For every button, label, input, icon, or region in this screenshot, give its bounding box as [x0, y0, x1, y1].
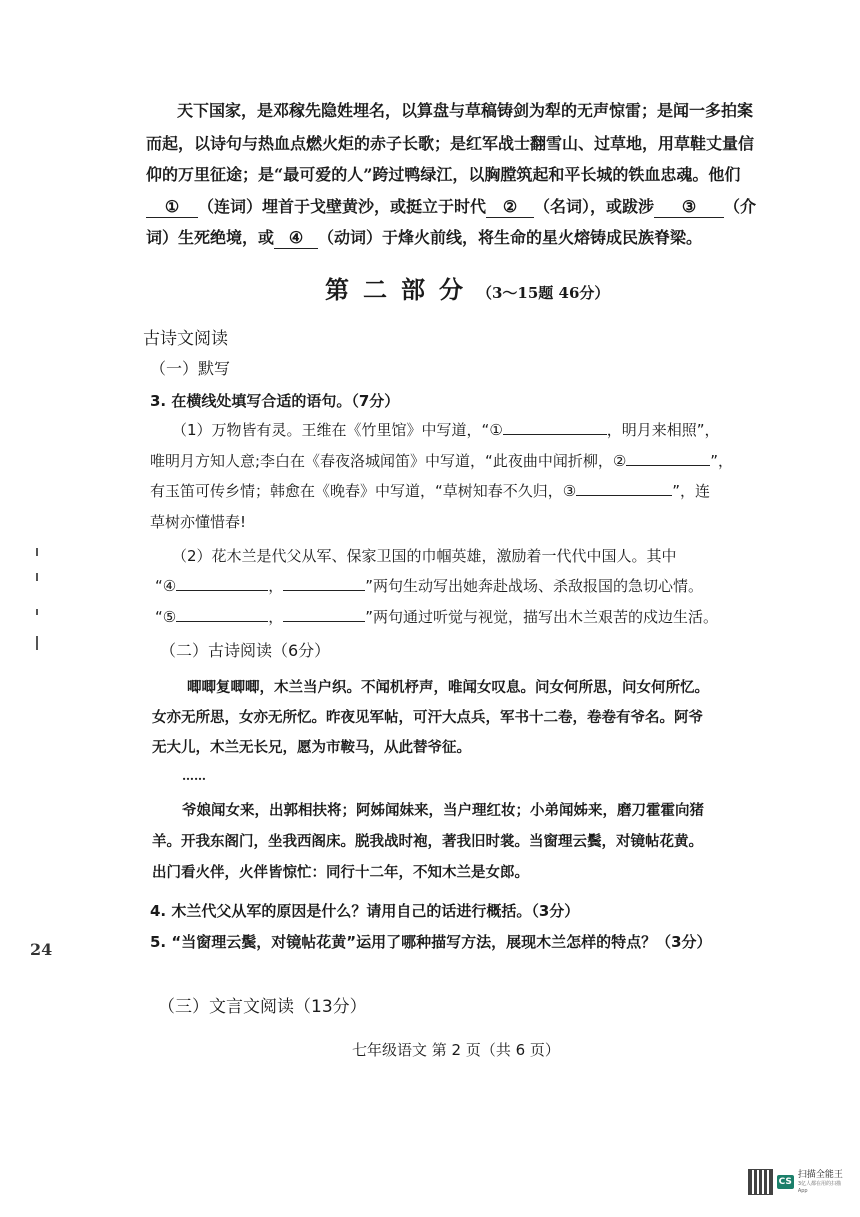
q3-text: ”，连 — [672, 482, 711, 500]
intro-text: （名词），或跋涉 — [534, 197, 655, 216]
subsection-poem: （二）古诗阅读（6分） — [160, 641, 331, 660]
answer-blank — [176, 590, 268, 591]
question-3: 3. 在横线处填写合适的语句。（7分） — [150, 392, 400, 410]
answer-blank — [576, 495, 672, 496]
intro-line-1: 天下国家，是邓稼先隐姓埋名，以算盘与草稿铸剑为犁的无声惊雷；是闻一多拍案 — [177, 101, 754, 120]
poem-ellipsis: …… — [182, 769, 206, 783]
margin-tick — [36, 548, 38, 556]
badge-subtitle: 3亿人都在用的扫描App — [797, 1180, 841, 1194]
poem-line-1: 唧唧复唧唧，木兰当户织。不闻机杼声，唯闻女叹息。问女何所思，问女何所忆。 — [187, 679, 709, 696]
badge-name: 扫描全能王 — [797, 1169, 843, 1180]
question-4: 4. 木兰代父从军的原因是什么？请用自己的话进行概括。（3分） — [150, 902, 580, 920]
q3-text: “④ — [155, 577, 177, 595]
question-5: 5. “当窗理云鬓，对镜帖花黄”运用了哪种描写方法，展现木兰怎样的特点？（3分） — [150, 933, 712, 951]
badge-text — [798, 1170, 848, 1195]
answer-blank — [626, 465, 710, 466]
margin-tick — [36, 573, 38, 581]
intro-line-5 — [146, 228, 702, 249]
intro-line-4 — [146, 197, 756, 218]
margin-mark: 24 — [30, 940, 53, 959]
q3-1-line-4: 草树亦懂惜春! — [150, 513, 247, 531]
page-footer: 七年级语文 第 2 页（共 6 页） — [352, 1041, 560, 1059]
blank-3: ③ — [654, 197, 724, 218]
q3-text: “⑤ — [155, 608, 177, 626]
cs-logo-icon: CS — [778, 1177, 792, 1187]
intro-line-3: 仰的万里征途；是“最可爱的人”跨过鸭绿江，以胸膛筑起和平长城的铁血忠魂。他们 — [146, 165, 741, 184]
q3-text: 唯明月方知人意;李白在《春夜洛城闻笛》中写道，“此夜曲中闻折柳，② — [150, 452, 627, 470]
q3-1-line-1 — [172, 420, 720, 440]
blank-4: ④ — [274, 228, 318, 249]
part-title — [325, 270, 609, 305]
q3-text: ，明月来相照”， — [606, 421, 720, 439]
intro-text: （介 — [724, 197, 757, 216]
q3-text: ， — [268, 577, 284, 595]
intro-text: 词）生死绝境，或 — [146, 228, 275, 247]
answer-blank — [283, 590, 365, 591]
margin-tick — [36, 609, 38, 615]
part-title-text: 第二部分 — [325, 275, 477, 304]
q3-1-line-2 — [150, 451, 733, 471]
poem-line-4: 爷娘闻女来，出郭相扶将；阿姊闻妹来，当户理红妆；小弟闻姊来，磨刀霍霍向猪 — [182, 802, 704, 819]
poem-line-6: 出门看火伴，火伴皆惊忙：同行十二年，不知木兰是女郎。 — [152, 864, 529, 881]
answer-blank — [503, 434, 607, 435]
answer-blank — [176, 621, 268, 622]
q3-text: 有玉笛可传乡情；韩愈在《晚春》中写道，“草树知春不久归，③ — [150, 482, 577, 500]
answer-blank — [283, 621, 365, 622]
part-title-sub: （3～15题 46分） — [477, 284, 610, 302]
section-heading: 古诗文阅读 — [143, 329, 228, 349]
q3-text: ”， — [710, 452, 734, 470]
intro-text: （连词）埋首于戈壁黄沙，或挺立于时代 — [198, 197, 487, 216]
poem-line-2: 女亦无所思，女亦无所忆。昨夜见军帖，可汗大点兵，军书十二卷，卷卷有爷名。阿爷 — [152, 709, 703, 726]
intro-text: （动词）于烽火前线，将生命的星火熔铸成民族脊梁。 — [318, 228, 703, 247]
q3-1-line-3 — [150, 481, 710, 501]
margin-tick — [36, 636, 38, 650]
blank-2: ② — [486, 197, 534, 218]
poem-line-5: 羊。开我东阁门，坐我西阁床。脱我战时袍，著我旧时裳。当窗理云鬓，对镜帖花黄。 — [152, 833, 703, 850]
poem-line-3: 无大儿，木兰无长兄，愿为市鞍马，从此替爷征。 — [152, 739, 471, 756]
subsection-dictation: （一）默写 — [150, 359, 231, 378]
q3-2-line-3 — [155, 607, 718, 627]
q3-text: （1）万物皆有灵。王维在《竹里馆》中写道，“① — [172, 421, 503, 439]
q3-2-line-2 — [155, 576, 703, 596]
subsection-classical: （三）文言文阅读（13分） — [158, 997, 367, 1017]
q3-text: ”两句通过听觉与视觉，描写出木兰艰苦的戍边生活。 — [365, 608, 719, 626]
q3-2-line-1: （2）花木兰是代父从军、保家卫国的巾帼英雄，激励着一代代中国人。其中 — [172, 547, 677, 565]
q3-text: ， — [268, 608, 284, 626]
blank-1: ① — [146, 197, 198, 218]
q3-text: ”两句生动写出她奔赴战场、杀敌报国的急切心情。 — [365, 577, 704, 595]
intro-line-2: 而起，以诗句与热血点燃火炬的赤子长歌；是红军战士翻雪山、过草地，用草鞋丈量信 — [146, 134, 755, 153]
qr-code-icon — [748, 1169, 773, 1195]
scanner-watermark — [748, 1168, 848, 1196]
